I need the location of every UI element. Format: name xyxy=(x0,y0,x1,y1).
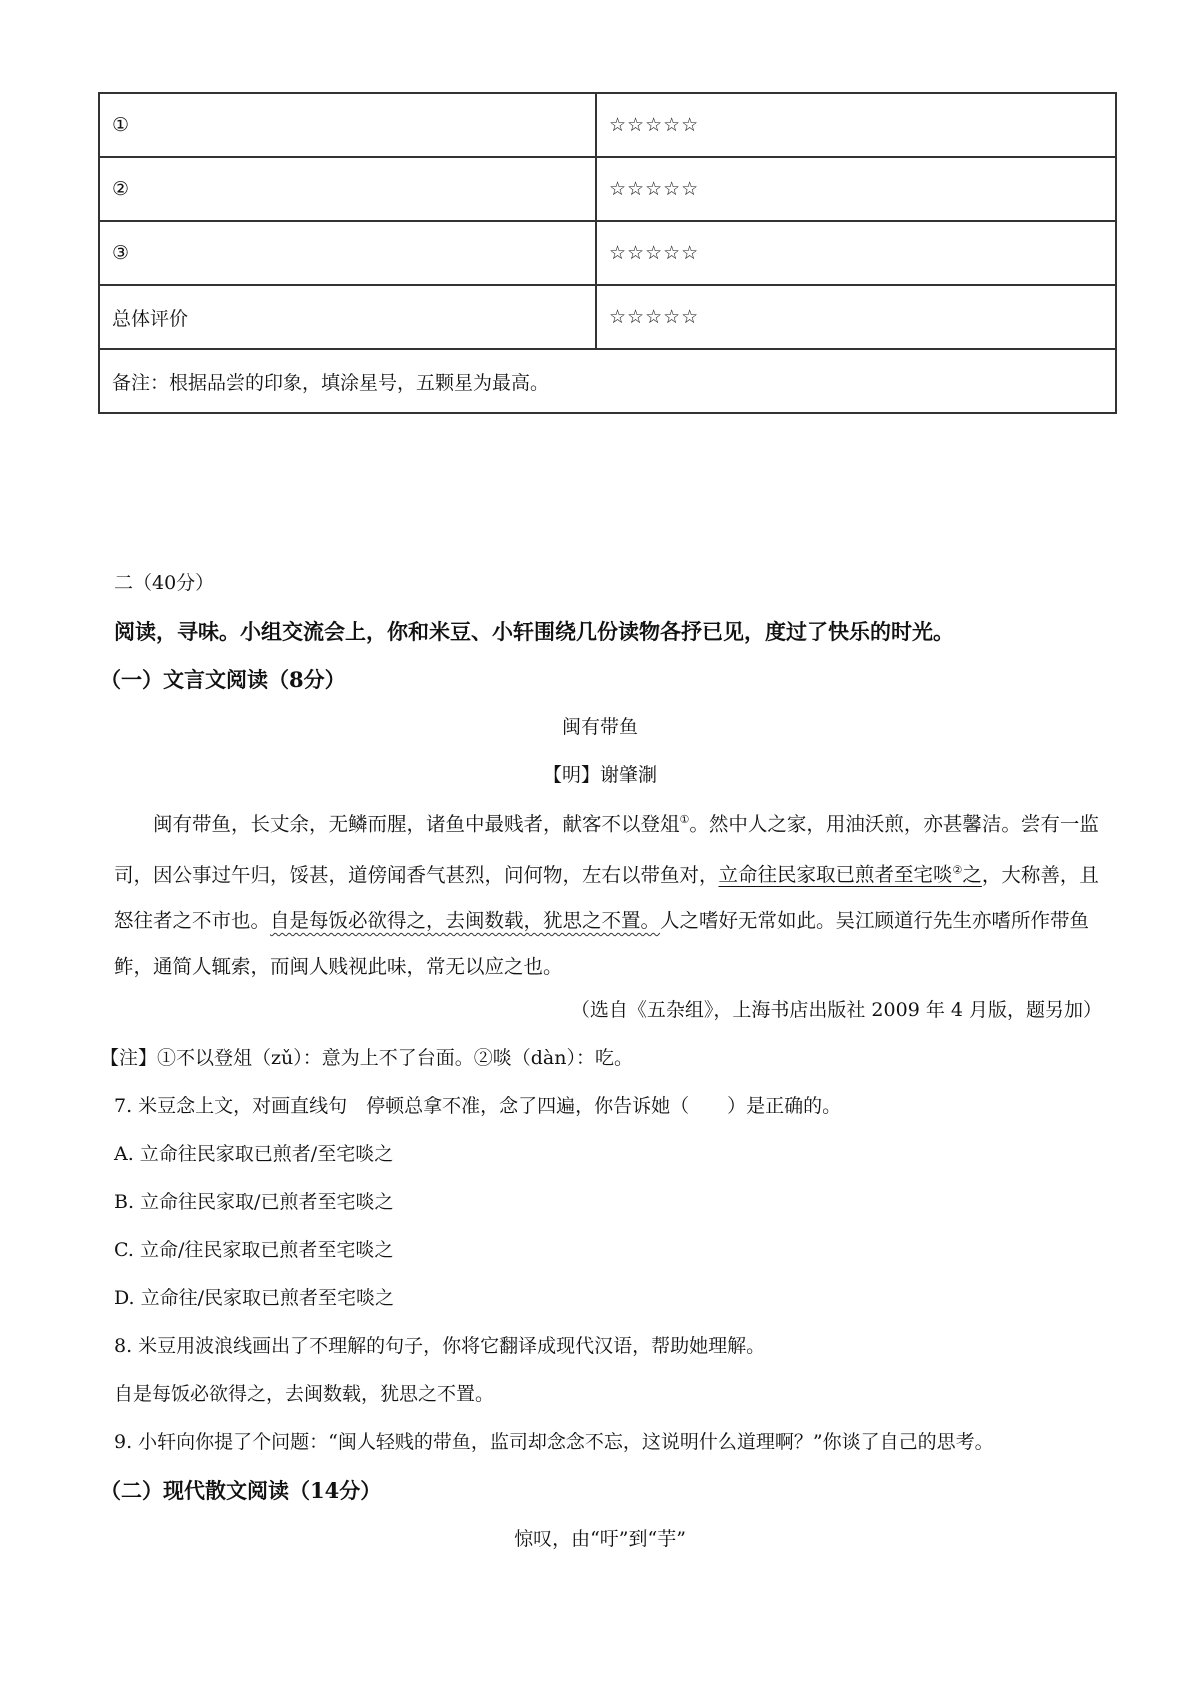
row-label: 总体评价 xyxy=(99,285,596,349)
star-rating: ☆☆☆☆☆ xyxy=(596,221,1116,285)
passage-annotation: 【注】①不以登俎（zǔ）：意为上不了台面。②啖（dàn）：吃。 xyxy=(100,1047,633,1069)
row-label: ② xyxy=(99,157,596,221)
passage-text: 人之嗜好无常如此。吴江顾道行先生亦嗜所作带鱼鲊，通简人辄索，而闽人贱视此味，常无以应之也。 xyxy=(114,909,1090,978)
table-note: 备注：根据品尝的印象，填涂星号，五颗星为最高。 xyxy=(99,349,1116,413)
passage-text: 闽有带鱼，长丈余，无鳞而腥，诸鱼中最贱者，献客不以登俎 xyxy=(153,812,680,836)
section-intro: 阅读，寻味。小组交流会上，你和米豆、小轩围绕几份读物各抒已见，度过了快乐的时光。 xyxy=(114,619,954,644)
section-heading: 二（40分） xyxy=(114,572,215,594)
passage-author: 【明】谢肇淛 xyxy=(542,764,657,786)
passage-body xyxy=(114,797,1104,990)
star-rating: ☆☆☆☆☆ xyxy=(596,157,1116,221)
underlined-text: 之 xyxy=(962,863,982,886)
table-row xyxy=(99,221,1116,285)
part2-title: 惊叹，由“吁”到“芋” xyxy=(514,1528,686,1550)
passage-source: （选自《五杂组》，上海书店出版社 2009 年 4 月版，题另加） xyxy=(570,999,1102,1021)
wavy-sentence: 自是每饭必欲得之，去闽数载，犹思之不置。 xyxy=(270,909,661,932)
q7-option-a: A. 立命往民家取已煎者/至宅啖之 xyxy=(114,1143,394,1165)
passage-text: ，大称善，且怒往者之不市也。 xyxy=(114,863,1099,932)
rating-table xyxy=(98,92,1117,414)
row-label: ③ xyxy=(99,221,596,285)
question-8: 8. 米豆用波浪线画出了不理解的句子，你将它翻译成现代汉语，帮助她理解。 xyxy=(114,1335,766,1357)
passage-text: 。然中人之家，用油沃煎，亦甚馨洁。尝有一监司，因公事过午归，馁甚，道傍闻香气甚烈，问何物，左右以带鱼对， xyxy=(114,812,1099,886)
q8-sentence: 自是每饭必欲得之，去闽数载，犹思之不置。 xyxy=(114,1383,495,1405)
passage-title: 闽有带鱼 xyxy=(561,716,638,738)
table-row xyxy=(99,285,1116,349)
q7-option-d: D. 立命往/民家取已煎者至宅啖之 xyxy=(114,1287,395,1309)
underlined-sentence xyxy=(719,863,982,886)
table-note-row xyxy=(99,349,1116,413)
table-row xyxy=(99,157,1116,221)
star-rating: ☆☆☆☆☆ xyxy=(596,93,1116,157)
part2-heading: （二）现代散文阅读（14分） xyxy=(100,1478,382,1503)
star-rating: ☆☆☆☆☆ xyxy=(596,285,1116,349)
underlined-text: 立命往民家取已煎者至宅啖 xyxy=(718,863,953,886)
question-9: 9. 小轩向你提了个问题：“闽人轻贱的带鱼，监司却念念不忘，这说明什么道理啊？”你谈了自己的思考。 xyxy=(114,1431,994,1453)
footnote-mark: ① xyxy=(679,813,690,826)
q7-option-b: B. 立命往民家取/已煎者至宅啖之 xyxy=(114,1191,394,1213)
table-row xyxy=(99,93,1116,157)
row-label: ① xyxy=(99,93,596,157)
footnote-mark: ② xyxy=(952,863,963,877)
q7-option-c: C. 立命/往民家取已煎者至宅啖之 xyxy=(114,1239,394,1261)
question-7: 7. 米豆念上文，对画直线句 停顿总拿不准，念了四遍，你告诉她（ ）是正确的。 xyxy=(114,1095,842,1117)
part1-heading: （一）文言文阅读（8分） xyxy=(100,667,346,692)
